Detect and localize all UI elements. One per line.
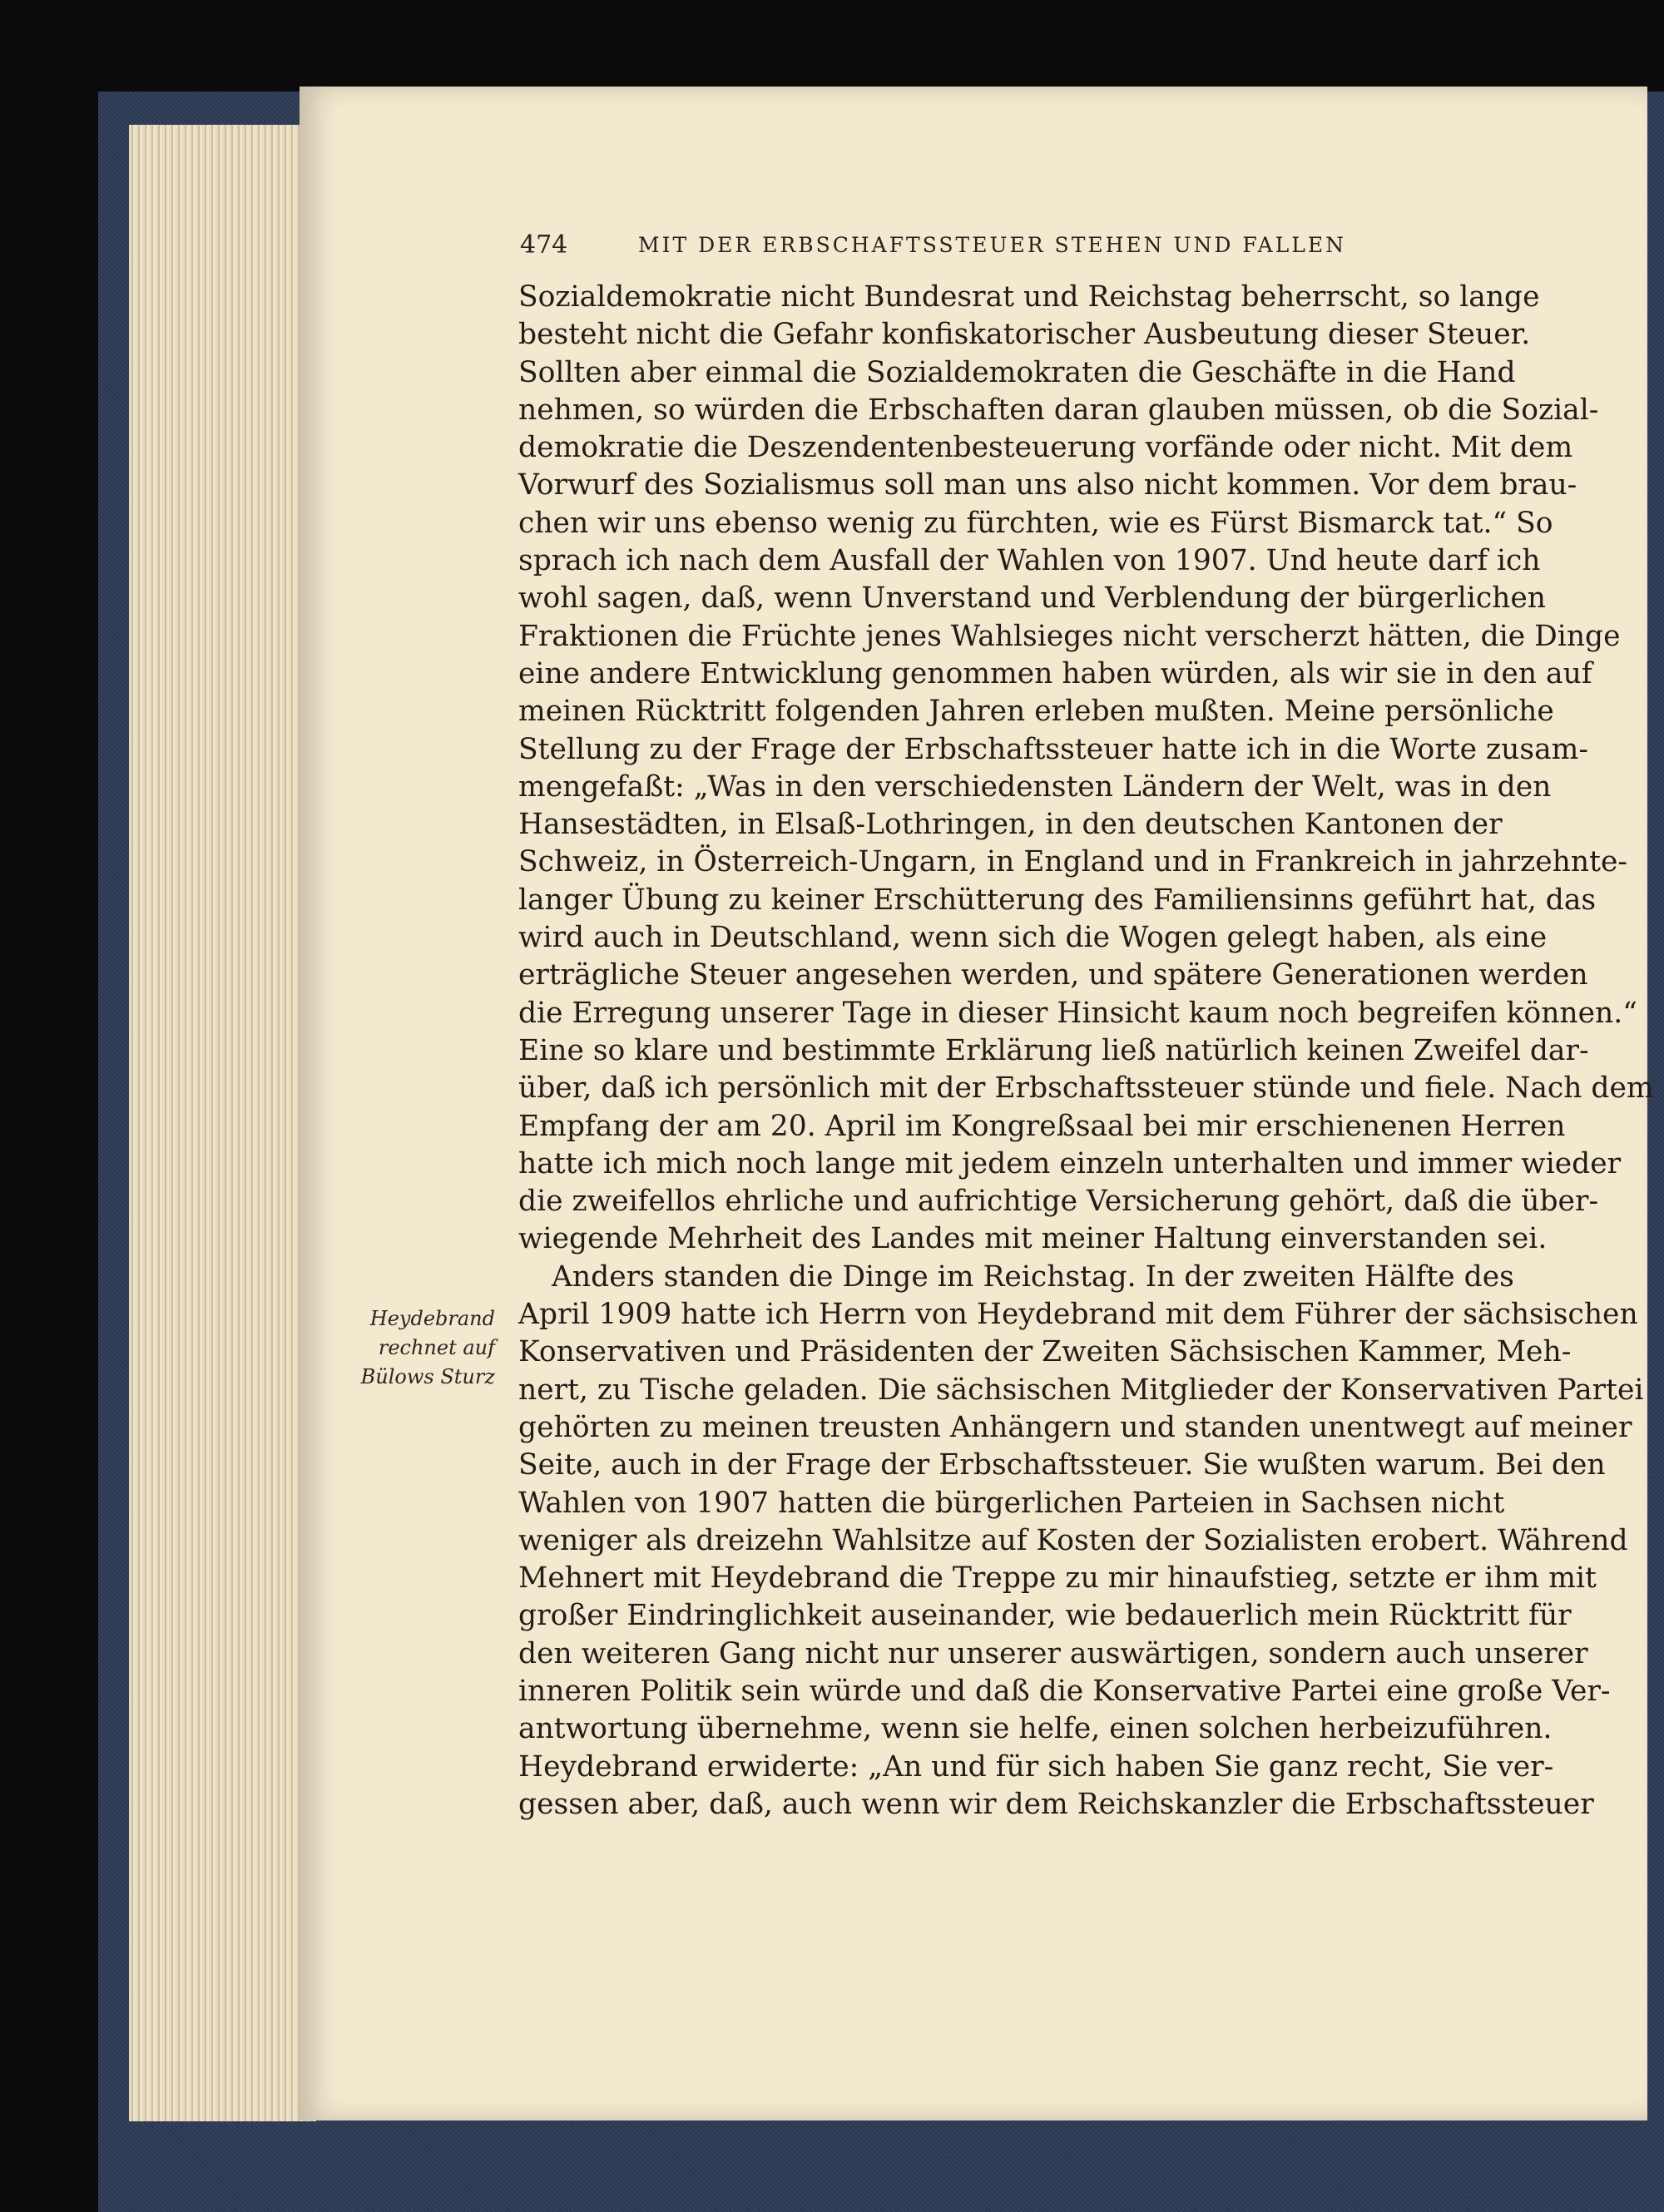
margin-note-line: rechnet auf bbox=[378, 1336, 495, 1359]
text-line: April 1909 hatte ich Herrn von Heydebrand mit dem Führer der sächsischen bbox=[518, 1298, 1638, 1332]
text-line: wiegende Mehrheit des Landes mit meiner Haltung einverstanden sei. bbox=[518, 1222, 1548, 1256]
text-line: gessen aber, daß, auch wenn wir dem Reichskanzler die Erbschaftssteuer bbox=[518, 1787, 1594, 1821]
text-line: sprach ich nach dem Ausfall der Wahlen von 1907. Und heute darf ich bbox=[518, 544, 1541, 578]
text-line: Seite, auch in der Frage der Erbschaftssteuer. Sie wußten warum. Bei den bbox=[518, 1448, 1606, 1482]
page-number: 474 bbox=[520, 230, 568, 260]
text-line: antwortung übernehme, wenn sie helfe, einen solchen herbeizuführen. bbox=[518, 1712, 1553, 1746]
margin-note-line: Heydebrand bbox=[369, 1307, 495, 1330]
page-header bbox=[520, 230, 1381, 264]
text-line: mengefaßt: „Was in den verschiedensten Ländern der Welt, was in den bbox=[518, 769, 1552, 804]
text-line: Mehnert mit Heydebrand die Treppe zu mir hinaufstieg, setzte er ihm mit bbox=[518, 1561, 1597, 1596]
text-line: die Erregung unserer Tage in dieser Hinsicht kaum noch begreifen können.“ bbox=[518, 996, 1637, 1030]
text-line: Vorwurf des Sozialismus soll man uns also nicht kommen. Vor dem brau- bbox=[518, 468, 1577, 502]
text-line: Empfang der am 20. April im Kongreßsaal bei mir erschienenen Herren bbox=[518, 1109, 1566, 1143]
text-line: über, daß ich persönlich mit der Erbschaftssteuer stünde und fiele. Nach dem bbox=[518, 1071, 1654, 1106]
text-line: den weiteren Gang nicht nur unserer auswärtigen, sondern auch unserer bbox=[518, 1636, 1588, 1670]
text-line: inneren Politik sein würde und daß die Konservative Partei eine große Ver- bbox=[518, 1674, 1611, 1708]
text-line: nehmen, so würden die Erbschaften daran glauben müssen, ob die Sozial- bbox=[518, 393, 1599, 427]
text-line: langer Übung zu keiner Erschütterung des Familiensinns geführt hat, das bbox=[518, 883, 1597, 917]
text-line: Anders standen die Dinge im Reichstag. In der zweiten Hälfte des bbox=[552, 1259, 1514, 1294]
text-line: chen wir uns ebenso wenig zu fürchten, wie es Fürst Bismarck tat.“ So bbox=[518, 506, 1553, 540]
text-line: Sozialdemokratie nicht Bundesrat und Reichstag beherrscht, so lange bbox=[518, 280, 1540, 314]
text-line: Fraktionen die Früchte jenes Wahlsieges nicht verscherzt hätten, die Dinge bbox=[518, 619, 1621, 653]
running-head: MIT DER ERBSCHAFTSSTEUER STEHEN UND FALLEN bbox=[638, 233, 1346, 257]
text-line: meinen Rücktritt folgenden Jahren erleben mußten. Meine persönliche bbox=[518, 695, 1554, 729]
text-line: Konservativen und Präsidenten der Zweiten Sächsischen Kammer, Meh- bbox=[518, 1335, 1572, 1369]
text-line: großer Eindringlichkeit auseinander, wie bedauerlich mein Rücktritt für bbox=[518, 1599, 1572, 1633]
text-line: Stellung zu der Frage der Erbschaftssteuer hatte ich in die Worte zusam- bbox=[518, 732, 1589, 766]
margin-note bbox=[333, 1304, 495, 1392]
text-line: wohl sagen, daß, wenn Unverstand und Verblendung der bürgerlichen bbox=[518, 581, 1547, 616]
text-line: die zweifellos ehrliche und aufrichtige Versicherung gehört, daß die über- bbox=[518, 1185, 1599, 1219]
text-line: Sollten aber einmal die Sozialdemokraten die Geschäfte in die Hand bbox=[518, 355, 1516, 389]
body-text bbox=[518, 279, 1654, 1824]
text-line: demokratie die Deszendentenbesteuerung vorfände oder nicht. Mit dem bbox=[518, 431, 1573, 465]
text-line: besteht nicht die Gefahr konfiskatorischer Ausbeutung dieser Steuer. bbox=[518, 318, 1531, 352]
text-line: Heydebrand erwiderte: „An und für sich haben Sie ganz recht, Sie ver- bbox=[518, 1749, 1554, 1784]
text-line: wird auch in Deutschland, wenn sich die Wogen gelegt haben, als eine bbox=[518, 921, 1548, 955]
text-line: Eine so klare und bestimmte Erklärung ließ natürlich keinen Zweifel dar- bbox=[518, 1033, 1589, 1067]
text-line: weniger als dreizehn Wahlsitze auf Kosten der Sozialisten erobert. Während bbox=[518, 1523, 1628, 1557]
text-line: Wahlen von 1907 hatten die bürgerlichen Parteien in Sachsen nicht bbox=[518, 1486, 1505, 1520]
text-line: erträgliche Steuer angesehen werden, und spätere Generationen werden bbox=[518, 958, 1588, 992]
page-edges bbox=[129, 125, 316, 2121]
margin-note-line: Bülows Sturz bbox=[360, 1365, 495, 1388]
text-line: nert, zu Tische geladen. Die sächsischen Mitglieder der Konservativen Partei bbox=[518, 1373, 1644, 1407]
text-line: hatte ich mich noch lange mit jedem einzeln unterhalten und immer wieder bbox=[518, 1146, 1622, 1180]
text-line: eine andere Entwicklung genommen haben würden, als wir sie in den auf bbox=[518, 656, 1592, 690]
text-line: gehörten zu meinen treusten Anhängern und standen unentwegt auf meiner bbox=[518, 1410, 1632, 1444]
text-line: Schweiz, in Österreich-Ungarn, in England und in Frankreich in jahrzehnte- bbox=[518, 845, 1628, 879]
text-line: Hansestädten, in Elsaß-Lothringen, in den deutschen Kantonen der bbox=[518, 808, 1503, 842]
